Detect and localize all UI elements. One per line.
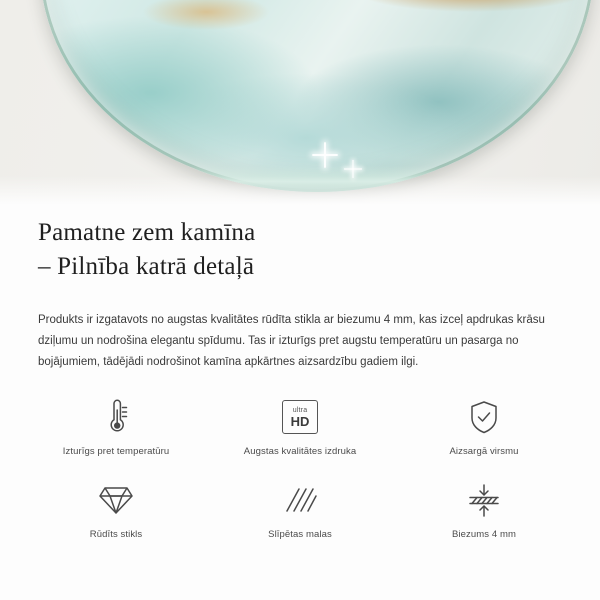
feature-label: Slīpētas malas <box>268 529 332 540</box>
feature-label: Aizsargā virsmu <box>449 446 519 457</box>
feature-item-print-quality <box>208 396 392 457</box>
polished-edges-icon <box>282 479 318 521</box>
thermometer-icon <box>101 396 131 438</box>
headline-line-1: Pamatne zem kamīna <box>38 219 256 246</box>
feature-label: Augstas kvalitātes izdruka <box>243 446 357 457</box>
body-paragraph: Produkts ir izgatavots no augstas kvalitātes rūdīta stikla ar biezumu 4 mm, kas izceļ apdrukas krāsu dziļumu un nodrošina elegantu spīdumu. Tas ir izturīgs pret augstu temperatūru un pasarga no bojājumiem, tādējādi nodrošinot kamīna apkārtnes aizsardzību gadiem ilgi. <box>38 314 545 368</box>
feature-item-thickness <box>392 479 576 540</box>
feature-item-surface-protection <box>392 396 576 457</box>
feature-label: Izturīgs pret temperatūru <box>62 446 170 457</box>
diamond-icon <box>97 479 135 521</box>
headline-line-2: – Pilnība katrā detaļā <box>38 253 255 280</box>
shield-check-icon <box>467 396 501 438</box>
ultra-hd-icon <box>282 396 318 438</box>
thickness-icon <box>466 479 502 521</box>
feature-label: Rūdīts stikls <box>89 529 143 540</box>
sparkle-icon <box>312 142 338 168</box>
page-title <box>38 216 558 284</box>
content-block <box>0 216 600 373</box>
feature-label: Biezums 4 mm <box>451 529 517 540</box>
feature-item-temperature <box>24 396 208 457</box>
feature-item-tempered-glass <box>24 479 208 540</box>
feature-item-polished-edges <box>208 479 392 540</box>
feature-grid <box>24 396 576 540</box>
ultra-hd-badge-main: HD <box>290 413 310 429</box>
hero-bottom-fade <box>0 176 600 210</box>
hero-image <box>0 0 600 210</box>
ultra-hd-badge-top: ultra <box>292 406 308 414</box>
